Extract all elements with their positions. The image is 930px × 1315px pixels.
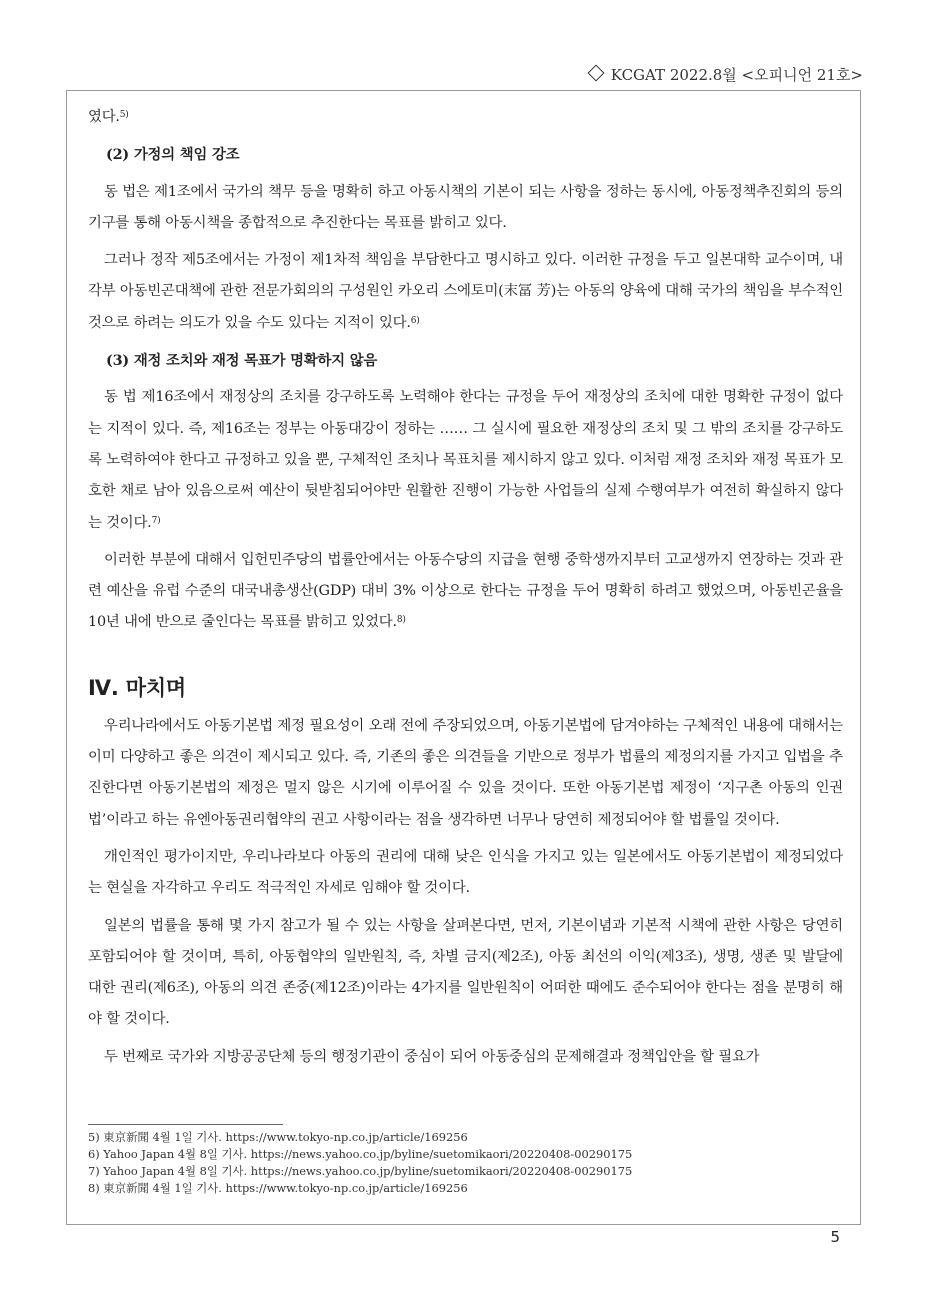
subheading: (2) 가정의 책임 강조 (106, 146, 240, 164)
section-title: Ⅳ. 마치며 (88, 675, 187, 700)
footnote: 5) 東京新聞 4월 1일 기사. https://www.tokyo-np.co.jp/article/169256 (88, 1130, 468, 1144)
footnote: 6) Yahoo Japan 4월 8일 기사. https://news.yahoo.co.jp/byline/suetomikaori/20220408-00290175 (88, 1147, 633, 1161)
paragraph: 동 법은 제1조에서 국가의 책무 등을 명확히 하고 아동시책의 기본이 되는 사항을 정하는 동시에, 아동정책추진회의 등의 기구를 통해 아동시책을 종합적으로 추진한다는 목표를 밝히고 있다. (88, 183, 843, 231)
footnotes (88, 1129, 848, 1197)
paragraph: 그러나 정작 제5조에서는 가정이 제1차적 책임을 부담한다고 명시하고 있다. 이러한 규정을 두고 일본대학 교수이며, 내각부 아동빈곤대책에 관한 전문가회의의 구성원인 카오리 스에토미(末冨 芳)는 아동의 양육에 대해 국가의 책임을 부수적인 것으로 하려는 의도가 있을 수도 있다는 지적이 있다.$^{6)}$ (88, 252, 843, 331)
footnote-ref[interactable]: 5) (119, 110, 129, 120)
document-body (88, 102, 843, 1079)
paragraph: 동 법 제16조에서 재정상의 조치를 강구하도록 노력해야 한다는 규정을 두어 재정상의 조치에 대한 명확한 규정이 없다는 지적이 있다. 즉, 제16조는 정부는 아동대강이 정하는 …… 그 실시에 필요한 재정상의 조치 및 그 밖의 조치를 강구하도록 노력하여야 한다고 규정하고 있을 뿐, 구체적인 조치나 목표치를 제시하지 않고 있다. 이처럼 재정 조치와 재정 목표가 모호한 채로 남아 있음으로써 예산이 뒷받침되어야만 원활한 진행이 가능한 사업들의 실제 수행여부가 여전히 확실하지 않다는 것이다.$^{7)}$ (88, 389, 843, 531)
footnote-ref[interactable]: 7) (151, 515, 161, 526)
paragraph: 이러한 부분에 대해서 입헌민주당의 법률안에서는 아동수당의 지급을 현행 중학생까지부터 고교생까지 연장하는 것과 관련 예산을 유럽 수준의 대국내총생산(GDP) 대비 3% 이상으로 한다는 규정을 두어 명확히 하려고 했었으며, 아동빈곤율을 10년 내에 반으로 줄인다는 목표를 밝히고 있었다.$^{8)}$ (88, 551, 843, 631)
paragraph: 개인적인 평가이지만, 우리나라보다 아동의 권리에 대해 낮은 인식을 가지고 있는 일본에서도 아동기본법이 제정되었다는 현실을 자각하고 우리도 적극적인 자세로 임해야 할 것이다. (88, 848, 843, 897)
footnote-ref[interactable]: 8) (396, 615, 406, 626)
page-header (66, 64, 863, 88)
paragraph: 일본의 법률을 통해 몇 가지 참고가 될 수 있는 사항을 살펴본다면, 먼저, 기본이념과 기본적 시책에 관한 사항은 당연히 포함되어야 할 것이며, 특히, 아동협약의 일반원칙, 즉, 차별 금지(제2조), 아동 최선의 이익(제3조), 생명, 생존 및 발달에 대한 권리(제6조), 아동의 의견 존중(제12조)이라는 4가지를 일반원칙이 어떠한 때에도 준수되어야 한다는 점을 분명히 해야 할 것이다. (88, 917, 843, 1028)
paragraph: 였다.$^{5)}$ (88, 109, 129, 125)
diamond-icon (587, 65, 604, 82)
footnote: 7) Yahoo Japan 4월 8일 기사. https://news.yahoo.co.jp/byline/suetomikaori/20220408-00290175 (88, 1164, 633, 1178)
paragraph: 우리나라에서도 아동기본법 제정 필요성이 오래 전에 주장되었으며, 아동기본법에 담겨야하는 구체적인 내용에 대해서는 이미 다양하고 좋은 의견이 제시되고 있다. 즉, 기존의 좋은 의견들을 기반으로 정부가 법률의 제정의지를 가지고 입법을 추진한다면 아동기본법의 제정은 멀지 않은 시기에 이루어질 수 있을 것이다. 또한 아동기본법 제정이 ‘지구촌 아동의 인권법’이라고 하는 유엔아동권리협약의 권고 사항이라는 점을 생각하면 너무나 당연히 제정되어야 할 법률일 것이다. (88, 717, 843, 828)
footnote-ref[interactable]: 6) (410, 315, 420, 326)
footnote-divider (88, 1124, 283, 1125)
footnote: 8) 東京新聞 4월 1일 기사. https://www.tokyo-np.co.jp/article/169256 (88, 1181, 468, 1195)
header-text: KCGAT 2022.8월 <오피니언 21호> (610, 66, 863, 84)
paragraph: 두 번째로 국가와 지방공공단체 등의 행정기관이 중심이 되어 아동중심의 문제해결과 정책입안을 할 필요가 (104, 1048, 760, 1065)
page-number: 5 (830, 1228, 840, 1246)
subheading: (3) 재정 조치와 재정 목표가 명확하지 않음 (106, 352, 378, 370)
